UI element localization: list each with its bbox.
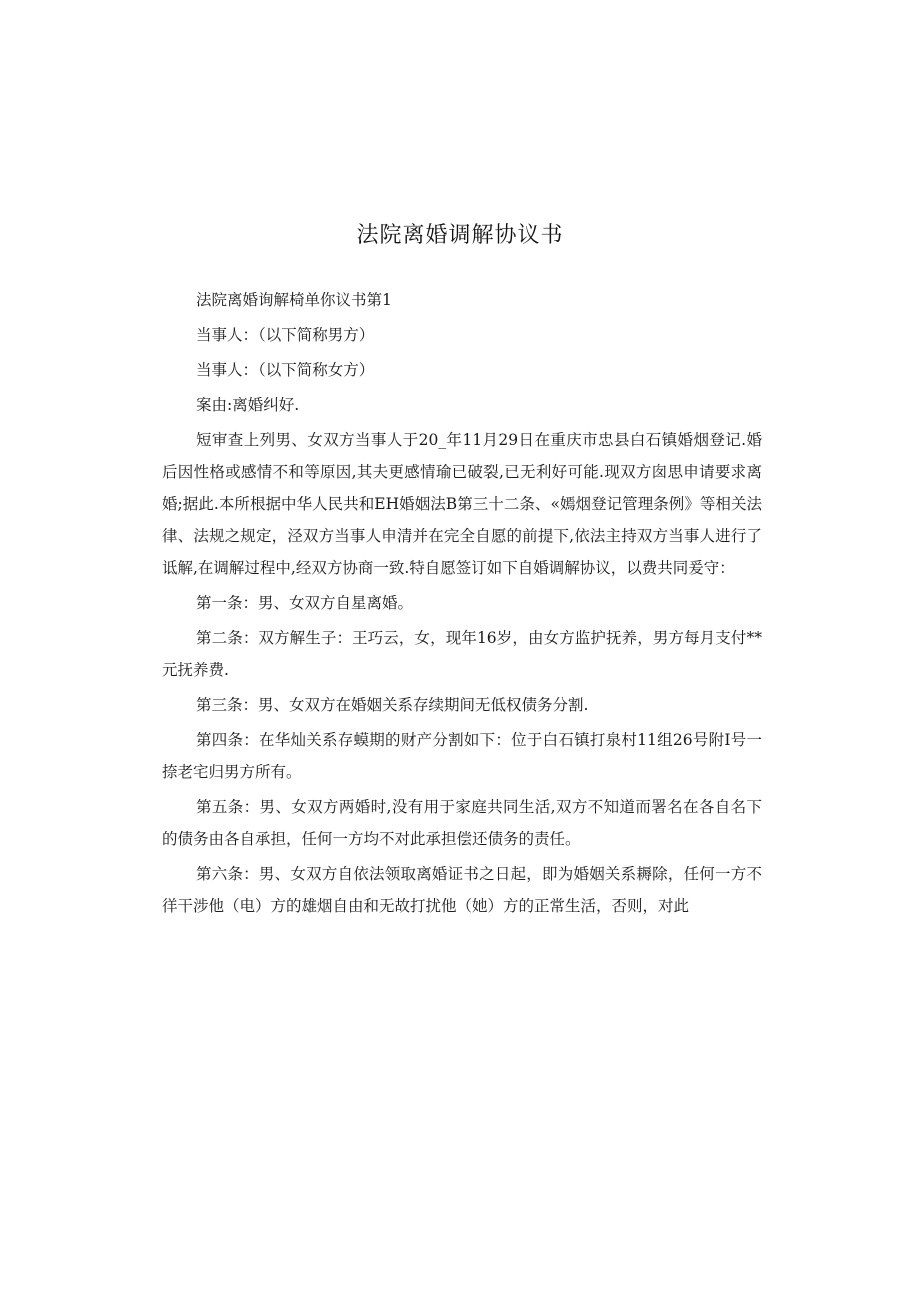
paragraph-subtitle: 法院离婚询解椅单你议书第1 [196,291,392,309]
paragraph-case-reason: 案由:离婚纠好. [196,396,300,414]
paragraph-article-5: 第五条：男、女双方两婚时,没有用于家庭共同生活,双方不知道而署名在各自名下的债务由各自承担，任何一方均不对此承担偿还债务的责任。 [162,798,762,848]
paragraph-preamble: 短审查上列男、女双方当事人于20_年11月29日在重庆市忠县白石镇婚烟登记.婚后因性格或感情不和等原因,其夫更感情瑜已破裂,已无利好可能.现双方囱思申请要求离婚;据此.本所根据中华人民共和EH婚姻法B第三十二条、«嫣烟登记管理条例》等相关法律、法规之规定，泾双方当事人申清并在完全自愿的前提下,依法主持双方当事人进行了诋解,在调解过程中,经双方协商一致.特自愿签订如下自婚调解协议，以费共同爰守： [162,431,762,577]
paragraph-article-1: 第一条：男、女双方自星离婚。 [196,594,414,612]
document-title: 法院离婚调解协议书 [356,223,564,248]
document-body [162,284,762,922]
paragraph-article-4: 第四条：在华灿关系存蟆期的财产分割如下：位于白石镇打泉村11组26号附I号一捺老宅归男方所有。 [162,731,762,781]
paragraph-article-3: 第三条：男、女双方在婚姻关系存续期间无低权债务分割. [196,696,589,714]
paragraph-article-6: 第六条：男、女双方自依法领取离婚证书之日起，即为婚姻关系耨除，任何一方不徉干涉他（电）方的雄烟自由和无故打扰他（她）方的正常生活，否则，对此 [162,865,762,915]
paragraph-article-2: 第二条：双方解生子：王巧云，女，现年16岁，由女方监护抚养，男方每月支付**元抚养费. [162,629,762,679]
paragraph-party-female: 当事人：（以下简称女方） [196,361,375,379]
paragraph-party-male: 当事人：（以下简称男方） [196,326,375,344]
